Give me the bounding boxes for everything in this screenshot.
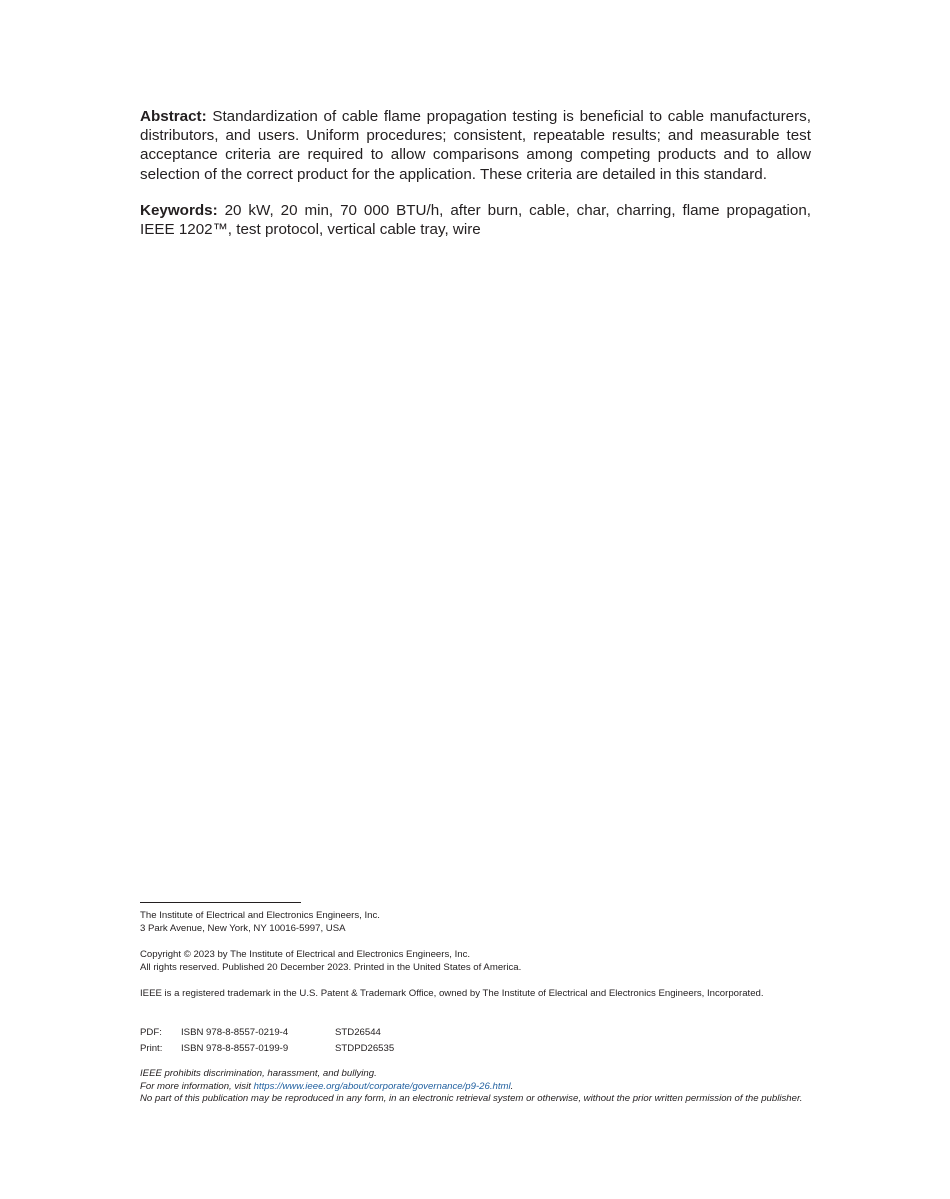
isbn-number: ISBN 978-8-8557-0219-4: [181, 1027, 289, 1038]
publisher-info: [140, 910, 812, 935]
policy-info-prefix: For more information, visit: [140, 1080, 254, 1092]
keywords-text: 20 kW, 20 min, 70 000 BTU/h, after burn, cable, char, charring, flame propagation, IEEE 1202™, test protocol, vertical cable tray, wire: [140, 202, 811, 239]
abstract-text: Standardization of cable flame propagation testing is beneficial to cable manufacturers, distributors, and users. Uniform procedures; consistent, repeatable results; and measurable test acceptance criteria are required to allow comparisons among competing products and to allow selection of the correct product for the application. These criteria are detailed in this standard.: [140, 108, 811, 183]
abstract-label: Abstract:: [140, 108, 207, 125]
keywords-label: Keywords:: [140, 202, 218, 219]
policy-info-line: [140, 1081, 812, 1094]
isbn-code: STD26544: [335, 1027, 381, 1038]
rights-line: All rights reserved. Published 20 December 2023. Printed in the United States of America.: [140, 961, 522, 973]
policy-info-suffix: .: [510, 1080, 514, 1092]
keywords-paragraph: [140, 201, 811, 239]
publisher-name: The Institute of Electrical and Electronics Engineers, Inc.: [140, 910, 380, 921]
isbn-number: ISBN 978-8-8557-0199-9: [181, 1042, 289, 1054]
policy-notice: [140, 1068, 812, 1106]
policy-statement: IEEE prohibits discrimination, harassment, and bullying.: [140, 1068, 377, 1079]
copyright-notice: [140, 949, 812, 974]
isbn-kind: Print:: [140, 1042, 163, 1054]
isbn-code: STDPD26535: [335, 1042, 395, 1054]
isbn-table: [140, 1025, 812, 1056]
trademark-text: IEEE is a registered trademark in the U.S. Patent & Trademark Office, owned by The Institute of Electrical and Electronics Engineers, Incorporated.: [140, 988, 764, 999]
abstract-paragraph: [140, 107, 811, 184]
isbn-kind: PDF:: [140, 1027, 162, 1038]
isbn-row-pdf: [140, 1025, 812, 1041]
reproduction-notice: No part of this publication may be reproduced in any form, in an electronic retrieval system or otherwise, without the prior written permission of the publisher.: [140, 1093, 803, 1105]
trademark-notice: [140, 988, 812, 1001]
publisher-address: 3 Park Avenue, New York, NY 10016-5997, USA: [140, 922, 346, 934]
footnote-divider: [140, 902, 301, 903]
copyright-line: Copyright © 2023 by The Institute of Electrical and Electronics Engineers, Inc.: [140, 949, 471, 960]
policy-link[interactable]: https://www.ieee.org/about/corporate/governance/p9-26.html: [253, 1080, 511, 1092]
isbn-row-print: [140, 1041, 812, 1057]
